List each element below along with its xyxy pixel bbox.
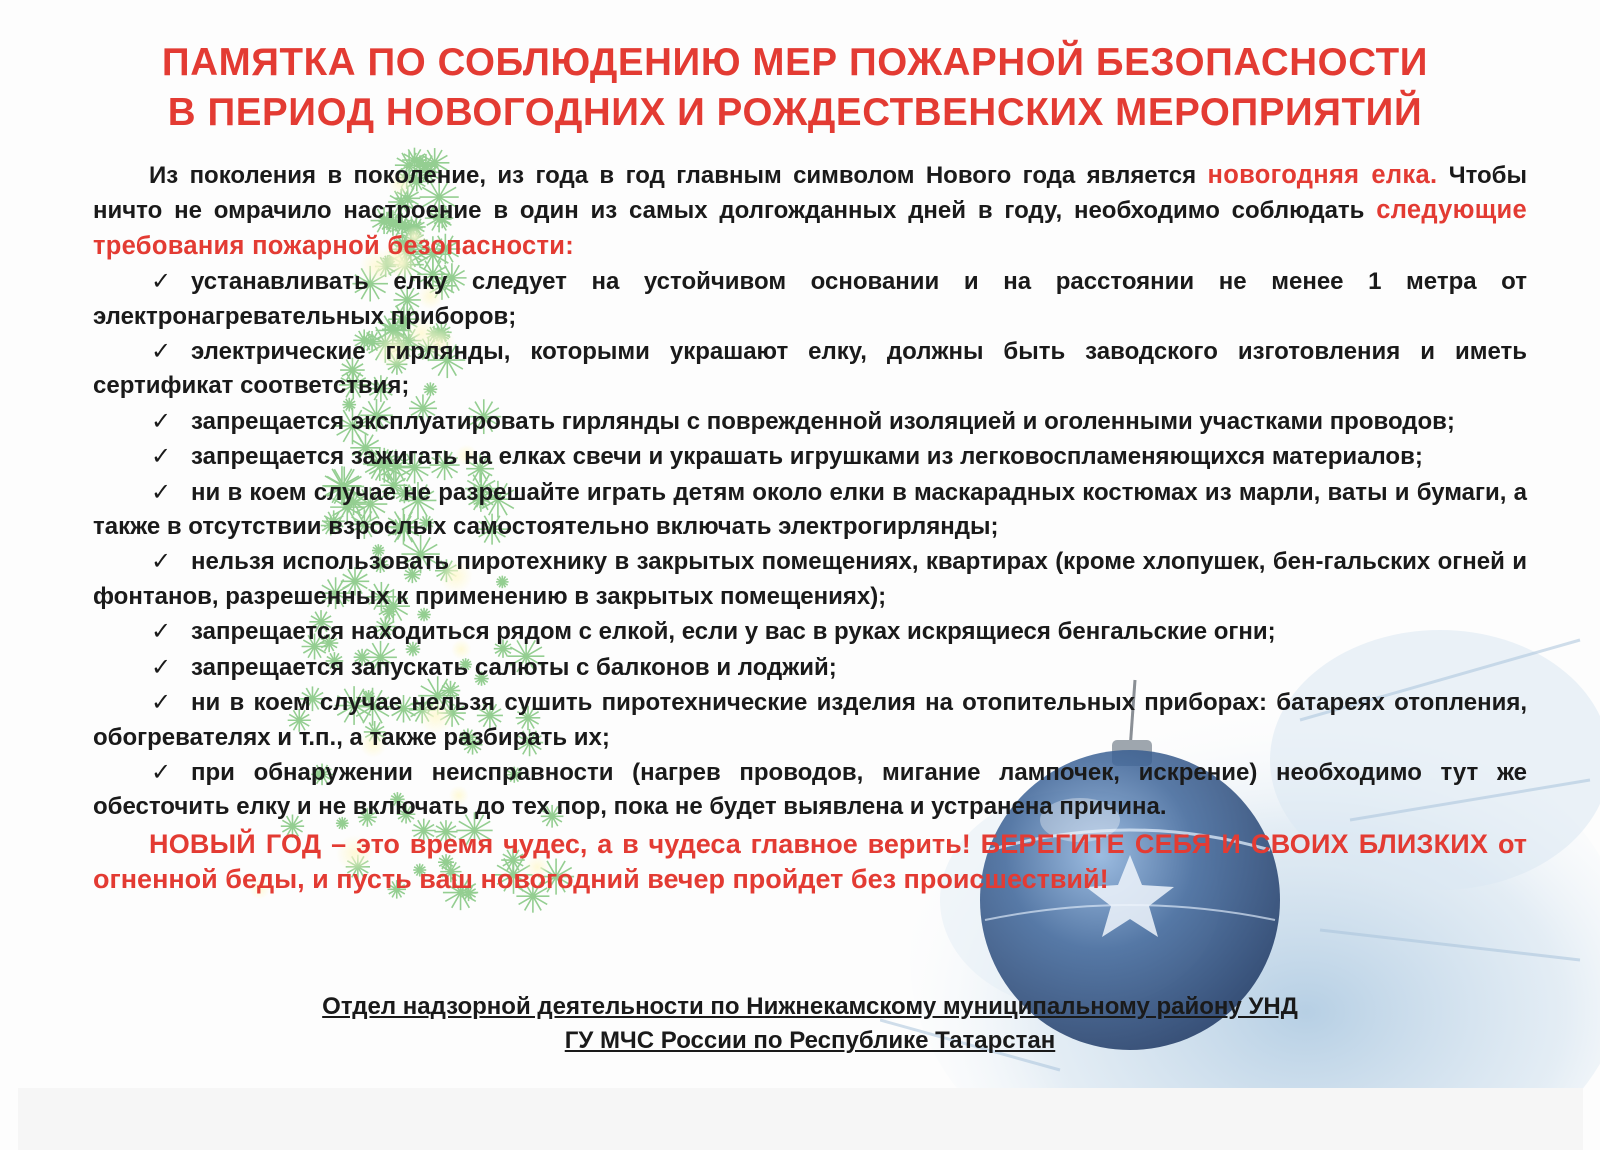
rule-item — [93, 614, 1527, 649]
checkmark-icon: ✓ — [151, 547, 172, 576]
checkmark-icon: ✓ — [151, 757, 172, 786]
closing-text-2: от огненной беды, и пусть ваш новогодний вечер пройдет без происшествий! — [93, 828, 1527, 894]
rule-text: электрические гирлянды, которыми украшают елку, должны быть заводского изготовления и иметь сертификат соответствия; — [93, 338, 1527, 400]
rule-item — [93, 264, 1527, 334]
issuer-line-1: Отдел надзорной деятельности по Нижнекамскому муниципальному району УНД — [322, 993, 1298, 1020]
checkmark-icon: ✓ — [151, 337, 172, 366]
rule-item — [93, 475, 1527, 545]
rule-item — [93, 755, 1527, 825]
rule-text: устанавливать елку следует на устойчивом основании и на расстоянии не менее 1 метра от электронагревательных приборов; — [93, 268, 1527, 330]
title-line-1: ПАМЯТКА ПО СОБЛЮДЕНИЮ МЕР ПОЖАРНОЙ БЕЗОПАСНОСТИ — [161, 41, 1429, 84]
title-line-2: В ПЕРИОД НОВОГОДНИХ И РОЖДЕСТВЕНСКИХ МЕРОПРИЯТИЙ — [167, 91, 1423, 134]
checkmark-icon: ✓ — [151, 267, 172, 296]
intro-text-1: Из поколения в поколение, из года в год главным символом Нового года является — [149, 162, 1208, 189]
scan-bottom-band — [18, 1088, 1583, 1150]
issuer-line-2: ГУ МЧС России по Республике Татарстан — [564, 1027, 1056, 1054]
issuer-footer — [93, 990, 1527, 1058]
rule-text: запрещается зажигать на елках свечи и украшать игрушками из легковоспламеняющихся материалов; — [191, 443, 1423, 471]
intro-highlight-requirements: следующие требования пожарной безопасности: — [93, 196, 1527, 260]
rule-item — [93, 650, 1527, 685]
checkmark-icon: ✓ — [151, 442, 172, 471]
memo-body — [93, 158, 1527, 897]
rule-item — [93, 439, 1527, 474]
page-title — [60, 38, 1530, 138]
checkmark-icon: ✓ — [151, 652, 172, 681]
intro-highlight-tree: новогодняя елка. — [1207, 161, 1438, 189]
rule-text: запрещается эксплуатировать гирлянды с поврежденной изоляцией и оголенными участками проводов; — [191, 407, 1455, 435]
rule-text: при обнаружении неисправности (нагрев проводов, мигание лампочек, искрение) необходимо тут же обесточить елку и не включать до тех пор, пока не будет выявлена и устранена причина. — [93, 758, 1527, 821]
rule-item — [93, 544, 1527, 614]
checkmark-icon: ✓ — [151, 477, 172, 506]
checkmark-icon: ✓ — [151, 688, 172, 717]
closing-text-1: – это время чудес, а в чудеса главное верить! — [321, 828, 981, 859]
intro-paragraph — [93, 158, 1527, 264]
checkmark-icon: ✓ — [151, 617, 172, 646]
closing-caps-new-year: НОВЫЙ ГОД — [149, 828, 322, 859]
rule-text: ни в коем случае не разрешайте играть детям около елки в маскарадных костюмах из марли, ваты и бумаги, а также в отсутствии взрослых самостоятельно включать электрогирлянды; — [93, 478, 1527, 541]
closing-appeal — [93, 827, 1527, 897]
intro-text-2: Чтобы ничто не омрачило настроение в один из самых долгожданных дней в году, необходимо соблюдать — [93, 162, 1527, 225]
checkmark-icon: ✓ — [151, 406, 172, 435]
rule-text: запрещается находиться рядом с елкой, если у вас в руках искрящиеся бенгальские огни; — [191, 618, 1276, 646]
rule-text: нельзя использовать пиротехнику в закрытых помещениях, квартирах (кроме хлопушек, бен-гальских огней и фонтанов, разрешенных к применению в закрытых помещениях); — [93, 548, 1527, 610]
closing-caps-take-care: БЕРЕГИТЕ СЕБЯ И СВОИХ БЛИЗКИХ — [980, 828, 1489, 859]
rule-text: ни в коем случае нельзя сушить пиротехнические изделия на отопительных приборах: батареях отопления, обогревателях и т.п., а также разбирать их; — [93, 689, 1527, 751]
rule-item — [93, 685, 1527, 755]
rule-item — [93, 334, 1527, 404]
rule-item — [93, 404, 1527, 439]
rule-text: запрещается запускать салюты с балконов и лоджий; — [191, 653, 837, 681]
